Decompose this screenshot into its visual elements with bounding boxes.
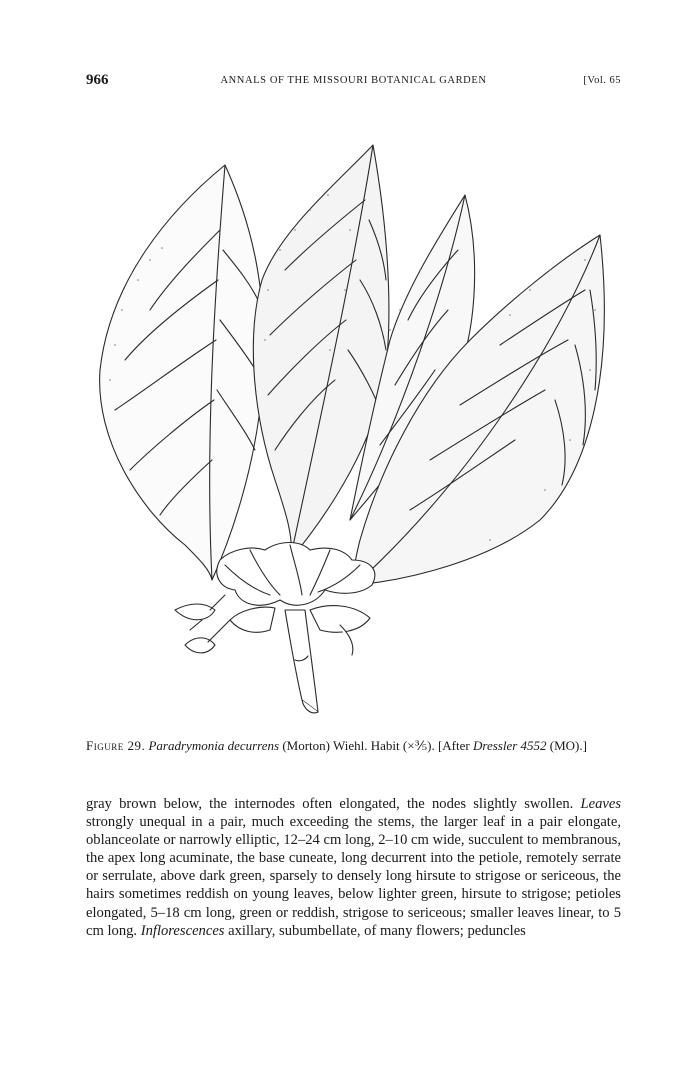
plant-habit-drawing (90, 140, 620, 730)
leaf-left (100, 165, 264, 580)
running-title: ANNALS OF THE MISSOURI BOTANICAL GARDEN (220, 75, 487, 86)
term-leaves: Leaves (580, 796, 621, 812)
figure-caption (86, 737, 626, 754)
text-segment: gray brown below, the internodes often elongated, the nodes slightly swollen. (86, 796, 581, 812)
text-segment: strongly unequal in a pair, much exceeding the stems, the larger leaf in a pair elongate, oblanceolate or narrowly elliptic, 12–24 cm long, 2–10 cm wide, succulent to membranous, the apex long acuminate, the base cuneate, long decurrent into the petiole, remotely serrate or serrulate, above dark green, sparsely to densely long hirsute to strigose or sericeous, the hairs sometimes reddish on young leaves, below lighter green, hirsute to strigose; petioles elongated, 5–18 cm long, green or reddish, strigose to sericeous; smaller leaves linear, to 5 cm long. (86, 814, 621, 939)
caption-end: (MO).] (546, 738, 587, 753)
page-number: 966 (86, 72, 109, 88)
text-segment: axillary, subumbellate, of many flowers; peduncles (224, 922, 526, 939)
stem (285, 610, 318, 713)
description-text (86, 795, 621, 940)
collector-reference: Dressler 4552 (472, 738, 547, 753)
species-name: Paradrymonia decurrens (148, 738, 280, 753)
caption-authority: (Morton) Wiehl. Habit (×⅗). [After (279, 738, 473, 753)
term-inflorescences: Inflorescences (140, 922, 225, 939)
botanical-illustration (90, 140, 620, 730)
volume-label: [Vol. 65 (583, 75, 621, 86)
running-header (86, 72, 621, 92)
description-paragraph (86, 795, 621, 940)
figure-label: Figure 29. (86, 738, 146, 753)
